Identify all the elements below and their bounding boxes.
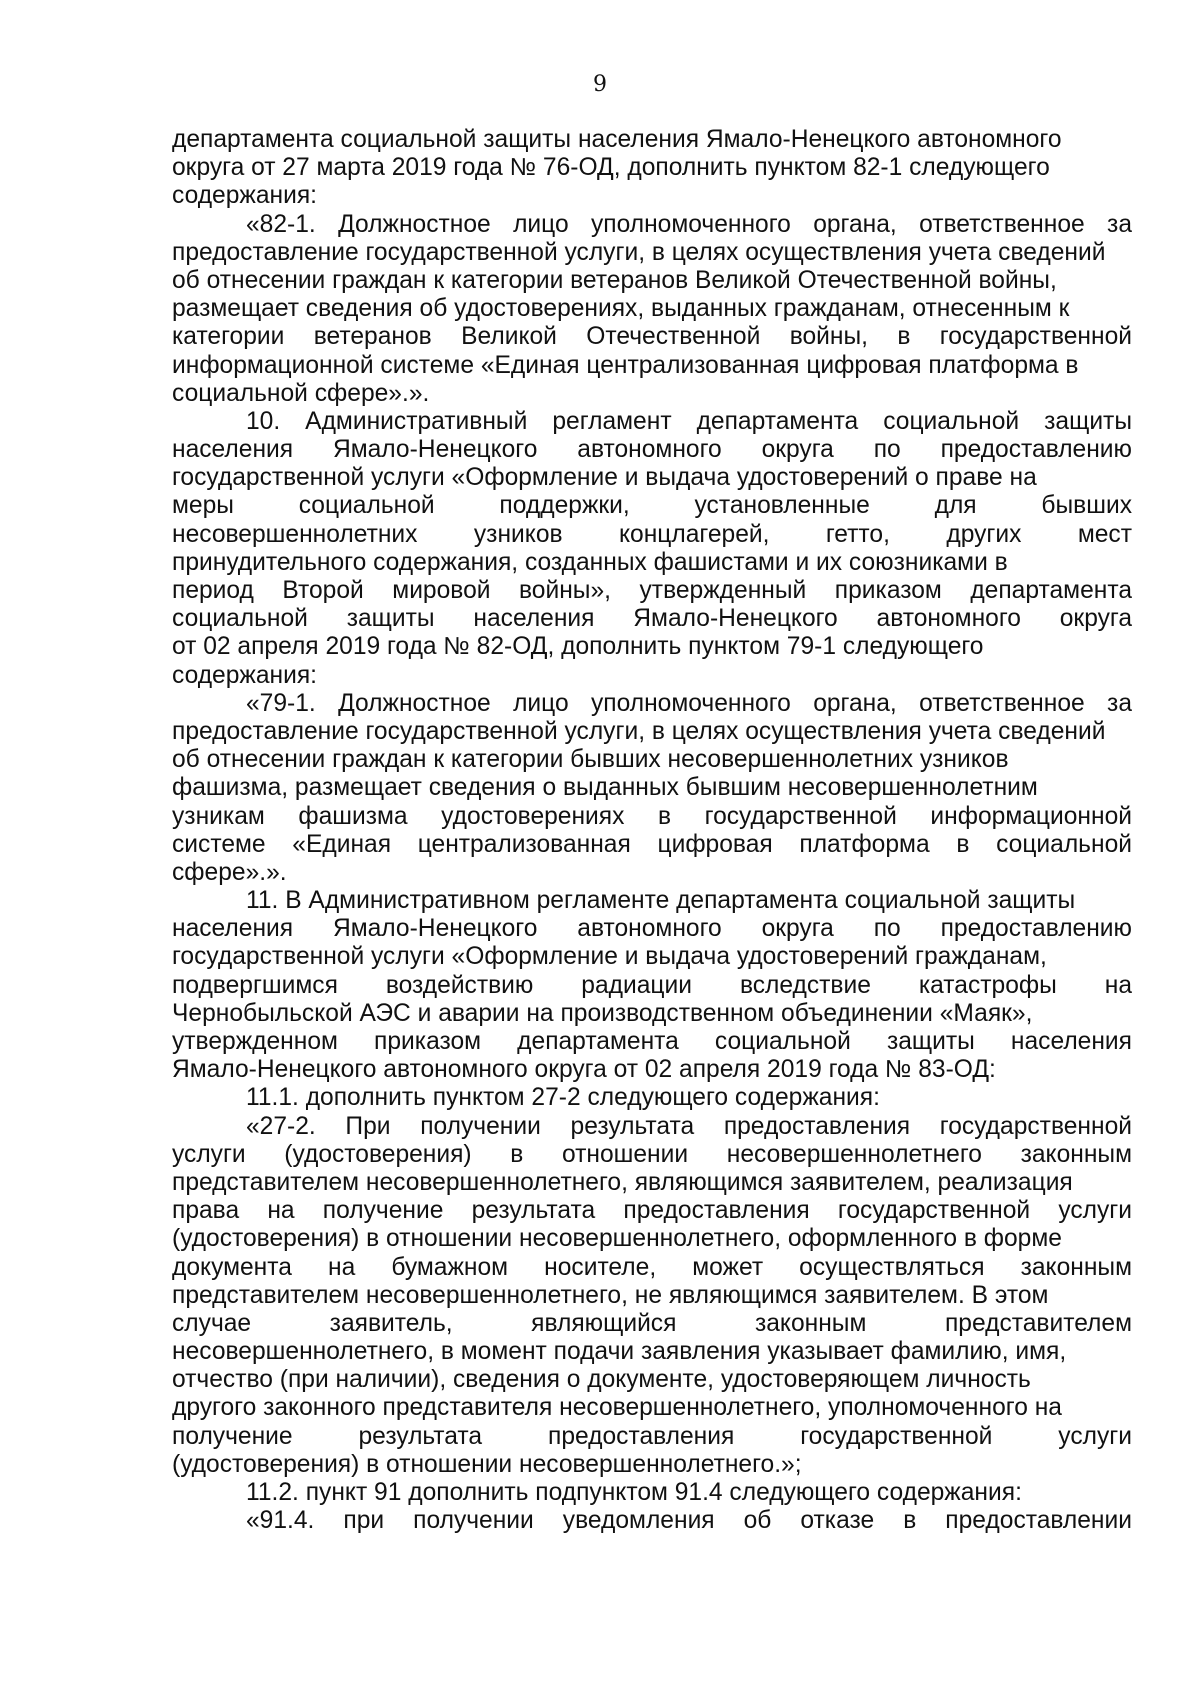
text-line: Чернобыльской АЭС и аварии на производственном объединении «Маяк», bbox=[172, 999, 1033, 1027]
text-line: Ямало-Ненецкого автономного округа от 02 апреля 2019 года № 83-ОД: bbox=[172, 1056, 996, 1084]
text-line: другого законного представителя несовершеннолетнего, уполномоченного на bbox=[172, 1394, 1062, 1422]
text-line: права на получение результата предоставления государственной услуги bbox=[172, 1197, 1132, 1225]
text-line: государственной услуги «Оформление и выдача удостоверений гражданам, bbox=[172, 943, 1047, 971]
text-line: «82-1. Должностное лицо уполномоченного органа, ответственное за bbox=[246, 210, 1132, 238]
text-line: утвержденном приказом департамента социальной защиты населения bbox=[172, 1028, 1132, 1055]
page-number: 9 bbox=[593, 72, 607, 97]
text-line: категории ветеранов Великой Отечественной войны, в государственной bbox=[172, 323, 1132, 351]
text-line: социальной сфере».». bbox=[172, 379, 430, 407]
text-line: период Второй мировой войны», утвержденный приказом департамента bbox=[172, 577, 1132, 604]
text-line: населения Ямало-Ненецкого автономного округа по предоставлению bbox=[172, 915, 1132, 943]
text-line: департамента социальной защиты населения Ямало-Ненецкого автономного bbox=[172, 126, 1062, 153]
text-line: подвергшимся воздействию радиации вследствие катастрофы на bbox=[172, 971, 1132, 999]
text-line: несовершеннолетнего, в момент подачи заявления указывает фамилию, имя, bbox=[172, 1338, 1067, 1366]
text-line: представителем несовершеннолетнего, не являющимся заявителем. В этом bbox=[172, 1281, 1049, 1309]
text-line: «91.4. при получении уведомления об отказе в предоставлении bbox=[246, 1507, 1132, 1535]
text-line: фашизма, размещает сведения о выданных бывшим несовершеннолетним bbox=[172, 774, 1038, 802]
text-line: социальной защиты населения Ямало-Ненецкого автономного округа bbox=[172, 605, 1132, 633]
text-line: об отнесении граждан к категории бывших несовершеннолетних узников bbox=[172, 746, 1009, 774]
text-line: населения Ямало-Ненецкого автономного округа по предоставлению bbox=[172, 436, 1132, 464]
document-body bbox=[172, 126, 1132, 1535]
text-line: содержания: bbox=[172, 182, 318, 210]
text-line: размещает сведения об удостоверениях, выданных гражданам, отнесенным к bbox=[172, 295, 1070, 323]
text-line: от 02 апреля 2019 года № 82-ОД, дополнить пунктом 79-1 следующего bbox=[172, 633, 984, 661]
text-line: несовершеннолетних узников концлагерей, гетто, других мест bbox=[172, 520, 1132, 548]
text-line: случае заявитель, являющийся законным представителем bbox=[172, 1309, 1132, 1337]
text-line: «79-1. Должностное лицо уполномоченного органа, ответственное за bbox=[246, 689, 1132, 717]
text-line: (удостоверения) в отношении несовершеннолетнего, оформленного в форме bbox=[172, 1225, 1062, 1253]
text-line: 11.1. дополнить пунктом 27-2 следующего содержания: bbox=[246, 1084, 880, 1112]
text-line: системе «Единая централизованная цифровая платформа в социальной bbox=[172, 830, 1132, 858]
text-line: округа от 27 марта 2019 года № 76-ОД, дополнить пунктом 82-1 следующего bbox=[172, 154, 1050, 182]
text-line: государственной услуги «Оформление и выдача удостоверений о праве на bbox=[172, 464, 1037, 492]
text-line: (удостоверения) в отношении несовершеннолетнего.»; bbox=[172, 1450, 802, 1478]
text-line: 11.2. пункт 91 дополнить подпунктом 91.4 следующего содержания: bbox=[246, 1479, 1022, 1506]
text-line: информационной системе «Единая централизованная цифровая платформа в bbox=[172, 351, 1079, 379]
text-line: узникам фашизма удостоверениях в государственной информационной bbox=[172, 802, 1132, 830]
text-line: содержания: bbox=[172, 661, 318, 689]
text-line: 11. В Административном регламенте департамента социальной защиты bbox=[246, 887, 1076, 915]
text-line: меры социальной поддержки, установленные для бывших bbox=[172, 492, 1132, 520]
text-line: об отнесении граждан к категории ветеранов Великой Отечественной войны, bbox=[172, 266, 1057, 294]
text-line: принудительного содержания, созданных фашистами и их союзниками в bbox=[172, 548, 1008, 576]
text-line: услуги (удостоверения) в отношении несовершеннолетнего законным bbox=[172, 1140, 1132, 1168]
text-line: сфере».». bbox=[172, 858, 287, 886]
text-line: 10. Административный регламент департамента социальной защиты bbox=[246, 407, 1132, 435]
text-line: предоставление государственной услуги, в целях осуществления учета сведений bbox=[172, 717, 1106, 745]
text-line: отчество (при наличии), сведения о документе, удостоверяющем личность bbox=[172, 1366, 1031, 1394]
text-line: «27-2. При получении результата предоставления государственной bbox=[246, 1112, 1132, 1140]
text-line: получение результата предоставления государственной услуги bbox=[172, 1422, 1132, 1450]
text-line: документа на бумажном носителе, может осуществляться законным bbox=[172, 1253, 1132, 1281]
text-line: предоставление государственной услуги, в целях осуществления учета сведений bbox=[172, 238, 1106, 266]
text-line: представителем несовершеннолетнего, являющимся заявителем, реализация bbox=[172, 1168, 1073, 1196]
